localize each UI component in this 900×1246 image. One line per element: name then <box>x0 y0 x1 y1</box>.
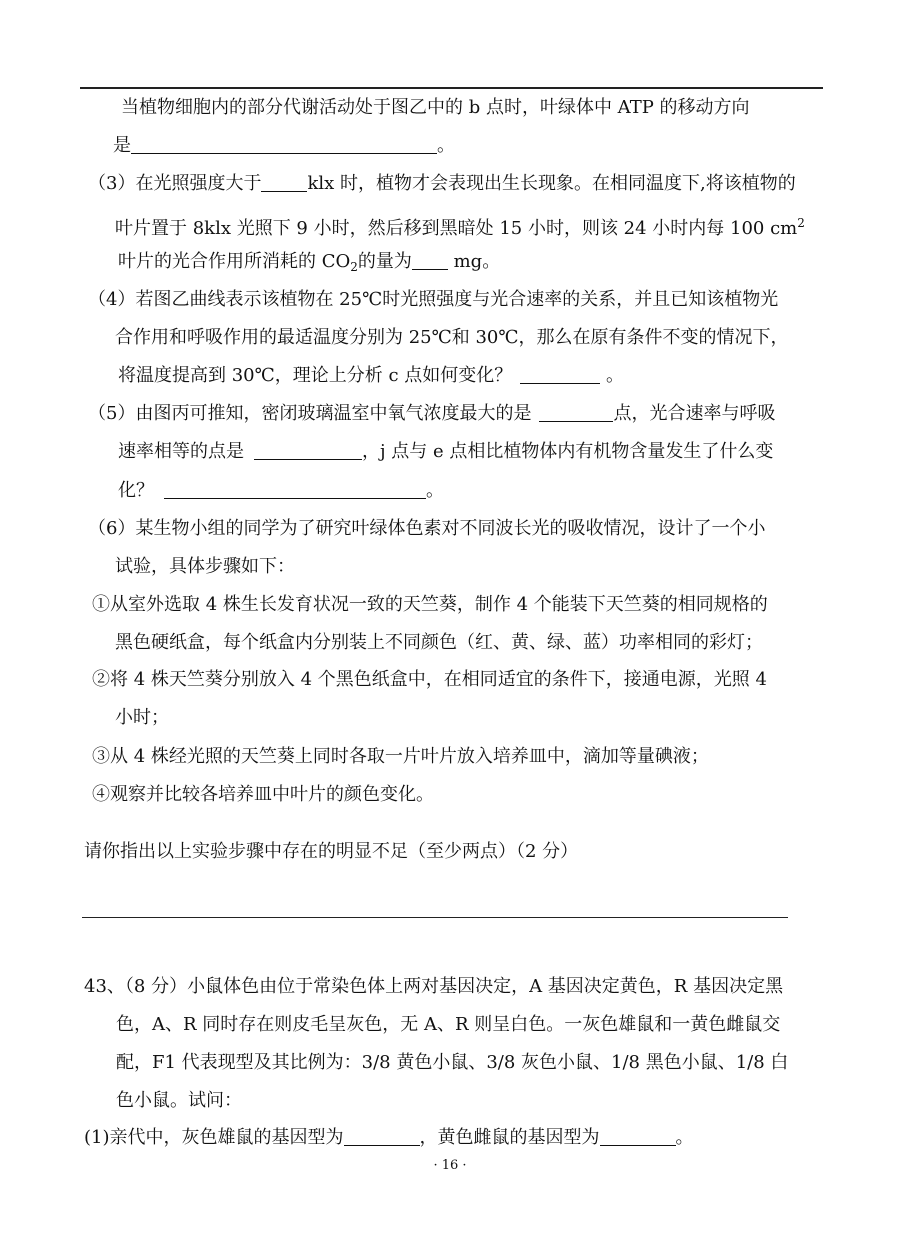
q3-line-1 <box>88 172 796 196</box>
q43-line-1 <box>84 975 783 999</box>
q43-text-2: 色，A、R 同时存在则皮毛呈灰色，无 A、R 则呈白色。一灰色雄鼠和一黄色雌鼠交 <box>116 1014 781 1035</box>
q3-superscript: 2 <box>797 216 805 230</box>
answer-blank-light-intensity[interactable] <box>261 173 307 192</box>
answer-blank-gray-male-genotype[interactable] <box>344 1127 420 1146</box>
q3-text-1b: klx 时，植物才会表现出生长现象。在相同温度下,将该植物的 <box>307 173 796 194</box>
q4-line-2 <box>115 326 789 350</box>
answer-blank-c-point-change[interactable] <box>520 365 600 384</box>
q43-text-3: 配，F1 代表现型及其比例为：3/8 黄色小鼠、3/8 灰色小鼠、1/8 黑色小鼠、1/8 白 <box>116 1052 789 1073</box>
q3-text-3a: 叶片的光合作用所消耗的 CO <box>118 251 351 272</box>
q43-line-4 <box>116 1089 242 1113</box>
answer-blank-max-oxygen-point[interactable] <box>539 403 613 422</box>
q6-text-2: 试验，具体步骤如下： <box>115 556 295 577</box>
q3-line-2 <box>115 211 805 241</box>
q43-sub-1b: ，黄色雌鼠的基因型为 <box>419 1127 600 1148</box>
answer-blank-atp-direction[interactable] <box>131 135 437 154</box>
q3-subscript: 2 <box>350 260 358 274</box>
q6-step-2a <box>92 668 767 692</box>
q2-line-2 <box>113 134 455 158</box>
q5-line-1 <box>88 402 775 426</box>
answer-blank-yellow-female-genotype[interactable] <box>600 1127 676 1146</box>
q43-text-4: 色小鼠。试问： <box>116 1090 242 1111</box>
q2-text-2-pre: 是 <box>113 135 131 156</box>
q6-step-1a <box>92 593 768 617</box>
q43-line-3 <box>116 1051 788 1075</box>
answer-blank-organic-matter-change[interactable] <box>164 480 426 499</box>
q6-step-3-text: ③从 4 株经光照的天竺葵上同时各取一片叶片放入培养皿中，滴加等量碘液； <box>92 746 709 767</box>
q4-text-2: 合作用和呼吸作用的最适温度分别为 25℃和 30℃，那么在原有条件不变的情况下， <box>115 327 789 348</box>
answer-blank-equal-rate-points[interactable] <box>254 441 362 460</box>
q6-step-3 <box>92 745 709 769</box>
q5-text-3b: 。 <box>426 480 444 501</box>
q3-text-3c: mg。 <box>447 251 501 272</box>
q6-step-2b <box>115 706 169 730</box>
q6-line-2 <box>115 555 295 579</box>
q3-text-1a: （3）在光照强度大于 <box>88 173 262 194</box>
q3-text-2a: 叶片置于 8klx 光照下 9 小时，然后移到黑暗处 15 小时，则该 24 小时内每 100 cm <box>115 218 798 239</box>
q43-sub-1a: (1)亲代中，灰色雄鼠的基因型为 <box>84 1127 344 1148</box>
q43-sub-1 <box>84 1126 694 1150</box>
q6-step-4-text: ④观察并比较各培养皿中叶片的颜色变化。 <box>92 784 434 805</box>
q6-step-4 <box>92 783 434 807</box>
q4-text-1: （4）若图乙曲线表示该植物在 25℃时光照强度与光合速率的关系，并且已知该植物光 <box>88 289 779 310</box>
q4-line-3 <box>118 364 624 388</box>
q43-text-1: 43、（8 分）小鼠体色由位于常染色体上两对基因决定，A 基因决定黄色，R 基因决定黑 <box>84 976 784 997</box>
header-rule <box>80 87 823 89</box>
answer-blank-co2-amount[interactable] <box>412 251 448 270</box>
q6-ask-text: 请你指出以上实验步骤中存在的明显不足（至少两点）（2 分） <box>84 841 579 862</box>
q4-text-3b: 。 <box>600 365 625 386</box>
q43-line-2 <box>116 1013 780 1037</box>
q5-text-1a: （5）由图丙可推知，密闭玻璃温室中氧气浓度最大的是 <box>88 403 532 424</box>
q3-text-3b: 的量为 <box>357 251 412 272</box>
q3-line-3 <box>118 250 500 279</box>
q4-line-1 <box>88 288 778 312</box>
q6-step-1b-text: 黑色硬纸盒，每个纸盒内分别装上不同颜色（红、黄、绿、蓝）功率相同的彩灯； <box>115 632 763 653</box>
q5-text-1b: 点，光合速率与呼吸 <box>613 403 776 424</box>
page-number: · 16 · <box>433 1158 467 1173</box>
q5-line-2 <box>118 440 773 464</box>
q6-text-1: （6）某生物小组的同学为了研究叶绿体色素对不同波长光的吸收情况，设计了一个小 <box>88 518 766 539</box>
q6-step-1b <box>115 631 763 655</box>
q5-line-3 <box>118 479 444 503</box>
q5-text-2a: 速率相等的点是 <box>118 441 244 462</box>
q6-ask <box>84 840 578 864</box>
q6-step-1a-text: ①从室外选取 4 株生长发育状况一致的天竺葵，制作 4 个能装下天竺葵的相同规格的 <box>92 594 768 615</box>
q2-text-1: 当植物细胞内的部分代谢活动处于图乙中的 b 点时，叶绿体中 ATP 的移动方向 <box>121 97 750 118</box>
q2-line-1 <box>121 96 750 120</box>
q6-step-2a-text: ②将 4 株天竺葵分别放入 4 个黑色纸盒中，在相同适宜的条件下，接通电源，光照 4 <box>92 669 767 690</box>
q43-sub-1c: 。 <box>675 1127 694 1148</box>
q6-line-1 <box>88 517 765 541</box>
answer-line-q6[interactable] <box>82 917 788 918</box>
q6-step-2b-text: 小时； <box>115 707 169 728</box>
q2-text-2-post: 。 <box>437 135 455 156</box>
q4-text-3a: 将温度提高到 30℃，理论上分析 c 点如何变化？ <box>118 365 513 386</box>
q5-text-3a: 化？ <box>118 480 154 501</box>
q5-text-2b: ，j 点与 e 点相比植物体内有机物含量发生了什么变 <box>362 441 774 462</box>
